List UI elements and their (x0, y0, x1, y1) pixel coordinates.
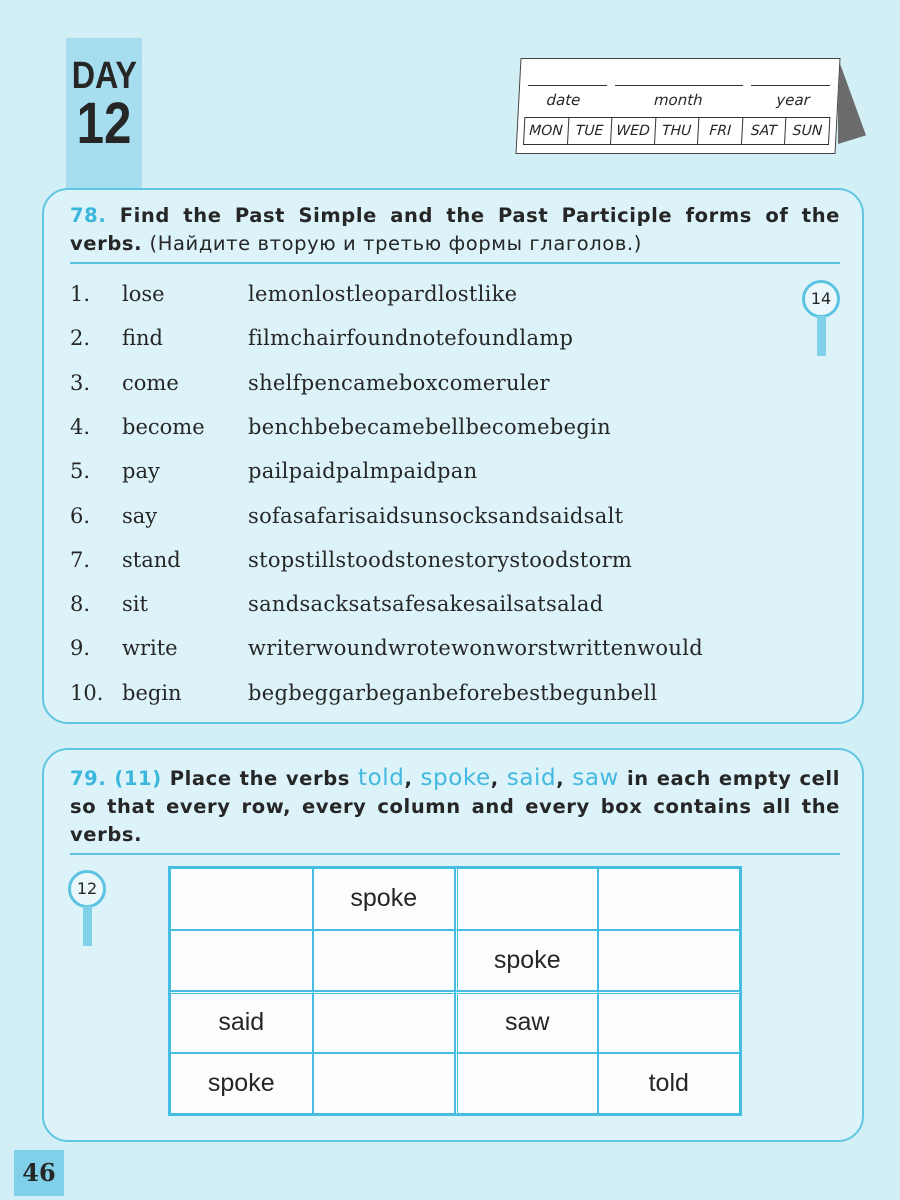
day-wed[interactable]: WED (611, 118, 656, 144)
verb-row (70, 504, 850, 534)
grid-cell-empty[interactable] (313, 1053, 456, 1115)
grid-cell-empty[interactable] (598, 930, 741, 992)
row-number: 10. (70, 680, 104, 705)
exercise-translation: (Найдите вторую и третью формы глаголов.) (149, 232, 642, 255)
day-sat[interactable]: SAT (742, 118, 787, 144)
verb-said: said (506, 765, 557, 791)
base-verb: become (122, 414, 205, 439)
day-sun[interactable]: SUN (792, 123, 823, 139)
exercise-78-heading (70, 202, 840, 264)
row-number: 3. (70, 370, 91, 395)
letter-chain[interactable]: sandsacksatsafesakesailsatsalad (248, 592, 604, 617)
grid-cell-empty[interactable] (455, 1053, 598, 1115)
base-verb: pay (122, 459, 160, 484)
row-number: 1. (70, 282, 91, 306)
base-verb: come (122, 370, 179, 395)
key-icon (68, 870, 108, 948)
key-number: 14 (802, 280, 840, 318)
grid-cell-filled: spoke (455, 930, 598, 992)
grid-cell-empty[interactable] (170, 868, 313, 930)
year-label: year (775, 91, 811, 109)
letter-chain[interactable]: lemonlostleopardlostlike (248, 282, 518, 306)
verb-row (70, 371, 850, 401)
exercise-79-heading: 79. (11) Place the verbs told, spoke, said, saw in each empty cell so that every row, every column and every box contains all the verbs. (70, 764, 840, 855)
grid-cell-filled: told (598, 1053, 741, 1115)
day-number: 12 (76, 91, 132, 156)
verb-row (70, 282, 850, 312)
grid-cell-empty[interactable] (598, 991, 741, 1053)
verb-row (70, 326, 850, 356)
base-verb: stand (122, 547, 181, 572)
calendar-stand (838, 58, 866, 144)
day-tue[interactable]: TUE (568, 118, 613, 144)
grid-cell-filled: spoke (170, 1053, 313, 1115)
base-verb: sit (122, 592, 148, 617)
verb-told: told (357, 765, 405, 791)
instruction-text: Place the verbs (169, 767, 350, 790)
page-number: 46 (14, 1150, 64, 1196)
row-number: 2. (70, 326, 91, 351)
verb-row (70, 681, 850, 711)
letter-chain[interactable]: shelfpencameboxcomeruler (248, 370, 550, 395)
row-number: 5. (70, 459, 91, 484)
date-line[interactable] (528, 85, 608, 87)
day-label: DAY (71, 55, 137, 97)
verb-row (70, 548, 850, 578)
exercise-number: 78. (70, 204, 107, 227)
letter-chain[interactable]: benchbebecamebellbecomebegin (248, 414, 611, 439)
verb-row (70, 459, 850, 489)
letter-chain[interactable]: filmchairfoundnotefoundlamp (248, 326, 574, 351)
day-tab (66, 38, 142, 188)
row-number: 7. (70, 547, 91, 572)
row-number: 8. (70, 592, 91, 617)
instruction-text: in each empty cell so that every row, every column and every box contains all the verbs. (70, 767, 841, 846)
date-label: date (546, 91, 581, 109)
letter-chain[interactable]: stopstillstoodstonestorystoodstorm (248, 547, 633, 572)
base-verb: begin (122, 680, 182, 705)
grid-cell-empty[interactable] (170, 930, 313, 992)
row-number: 6. (70, 503, 91, 528)
date-calendar (515, 58, 840, 154)
grid-cell-empty[interactable] (313, 930, 456, 992)
grid-cell-empty[interactable] (455, 868, 598, 930)
grid-cell-empty[interactable] (598, 868, 741, 930)
grid-cell-filled: spoke (313, 868, 456, 930)
base-verb: write (122, 636, 178, 661)
verb-row (70, 415, 850, 445)
letter-chain[interactable]: begbeggarbeganbeforebestbegunbell (248, 680, 658, 705)
grid-cell-empty[interactable] (313, 991, 456, 1053)
letter-chain[interactable]: writerwoundwrotewonworstwrittenwould (248, 636, 703, 661)
grid-cell-filled: said (170, 991, 313, 1053)
exercise-title: Find the Past Simple and the Past Participle forms of the verbs. (70, 204, 841, 255)
verb-saw: saw (572, 765, 619, 791)
base-verb: lose (122, 282, 165, 306)
row-number: 9. (70, 636, 91, 661)
day-fri[interactable]: FRI (698, 118, 743, 144)
verb-sudoku-grid (168, 866, 742, 1116)
letter-chain[interactable]: sofasafarisaidsunsocksandsaidsalt (248, 503, 624, 528)
month-line[interactable] (615, 85, 742, 87)
month-label: month (653, 91, 704, 109)
verb-row (70, 636, 850, 666)
row-number: 4. (70, 414, 91, 439)
key-number: 12 (68, 870, 106, 908)
letter-chain[interactable]: pailpaidpalmpaidpan (248, 459, 478, 484)
year-line[interactable] (751, 85, 831, 87)
verb-row (70, 592, 850, 622)
exercise-number: 79. (70, 767, 107, 790)
exercise-78-panel (42, 188, 864, 724)
exercise-points: (11) (114, 767, 162, 790)
day-mon[interactable]: MON (524, 118, 569, 144)
grid-cell-filled: saw (455, 991, 598, 1053)
base-verb: find (122, 326, 163, 351)
base-verb: say (122, 503, 158, 528)
verb-spoke: spoke (420, 765, 491, 791)
day-thu[interactable]: THU (655, 118, 700, 144)
